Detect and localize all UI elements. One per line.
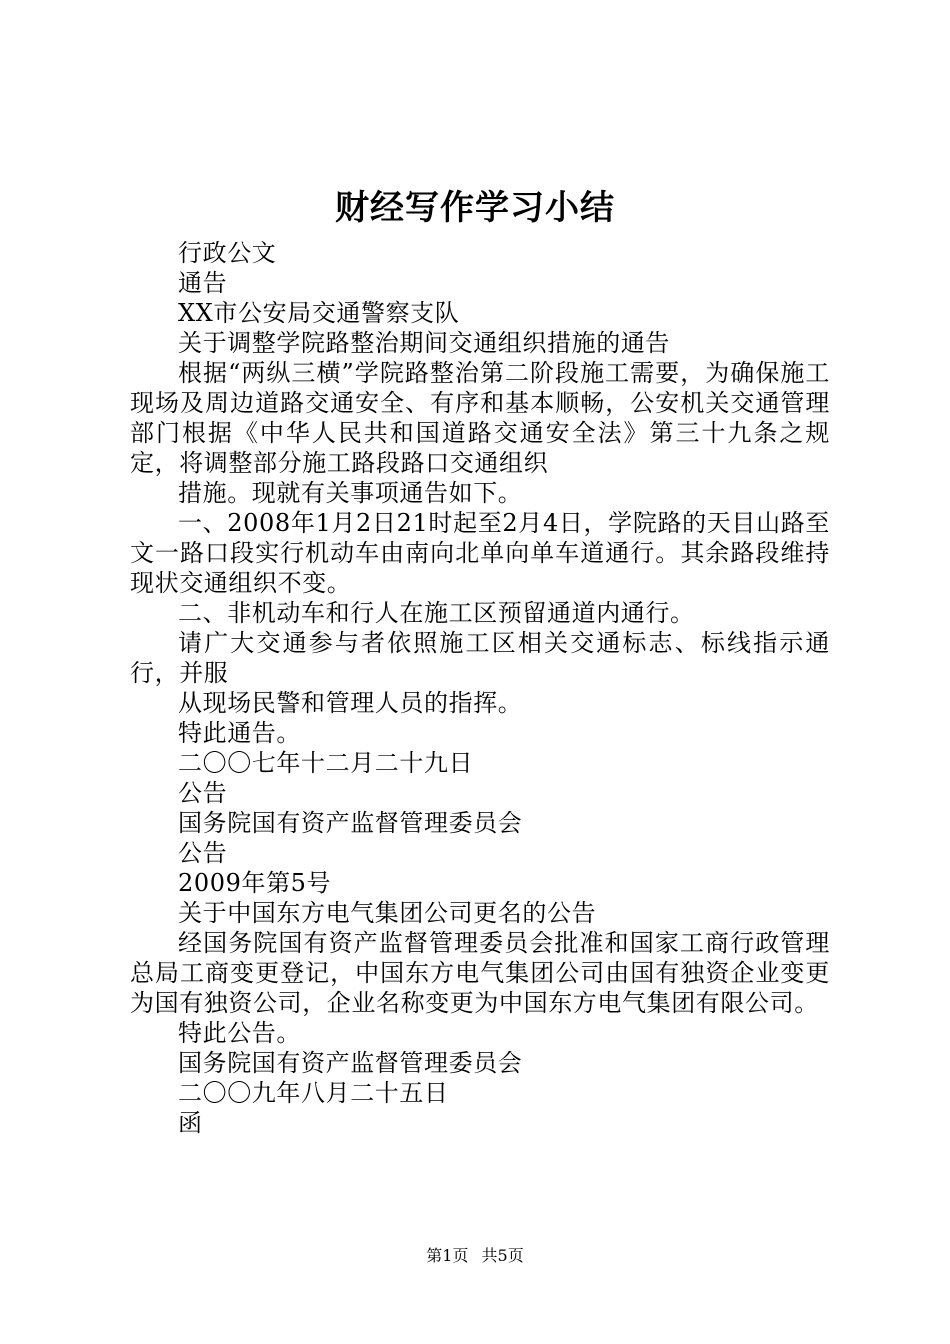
paragraph: 经国务院国有资产监督管理委员会批准和国家工商行政管理总局工商变更登记，中国东方电气集团公司由国有独资企业变更为国有独资公司，企业名称变更为中国东方电气集团有限公司。 — [130, 929, 830, 1017]
paragraph: 措施。现就有关事项通告如下。 — [178, 479, 523, 507]
paragraph: 特此通告。 — [178, 719, 301, 747]
page-footer — [0, 1244, 950, 1268]
document-body — [130, 238, 830, 1138]
paragraph: 国务院国有资产监督管理委员会 — [178, 1049, 523, 1077]
paragraph: 请广大交通参与者依照施工区相关交通标志、标线指示通行，并服 — [130, 629, 830, 687]
document-title: 财经写作学习小结 — [335, 188, 615, 228]
paragraph: 一、2008年1月2日21时起至2月4日，学院路的天目山路至文一路口段实行机动车由南向北单向单车道通行。其余路段维持现状交通组织不变。 — [130, 509, 830, 597]
page-total: 共5页 — [481, 1246, 524, 1265]
paragraph: 从现场民警和管理人员的指挥。 — [178, 689, 523, 717]
paragraph: 二〇〇七年十二月二十九日 — [178, 749, 474, 777]
page-current: 第1页 — [426, 1246, 469, 1265]
paragraph: 关于调整学院路整治期间交通组织措施的通告 — [178, 329, 670, 357]
paragraph: 二、非机动车和行人在施工区预留通道内通行。 — [178, 599, 695, 627]
paragraph: 特此公告。 — [178, 1019, 301, 1047]
paragraph: 2009年第5号 — [178, 869, 332, 897]
paragraph: XX市公安局交通警察支队 — [178, 299, 460, 327]
paragraph: 二〇〇九年八月二十五日 — [178, 1079, 449, 1107]
paragraph: 关于中国东方电气集团公司更名的公告 — [178, 899, 597, 927]
paragraph: 公告 — [178, 839, 228, 867]
paragraph: 通告 — [178, 269, 228, 297]
paragraph: 根据“两纵三横”学院路整治第二阶段施工需要，为确保施工现场及周边道路交通安全、有序和基本顺畅，公安机关交通管理部门根据《中华人民共和国道路交通安全法》第三十九条之规定，将调整部分施工路段路口交通组织 — [130, 359, 830, 477]
paragraph: 公告 — [178, 779, 228, 807]
paragraph: 行政公文 — [178, 239, 277, 267]
paragraph: 函 — [178, 1109, 203, 1137]
paragraph: 国务院国有资产监督管理委员会 — [178, 809, 523, 837]
